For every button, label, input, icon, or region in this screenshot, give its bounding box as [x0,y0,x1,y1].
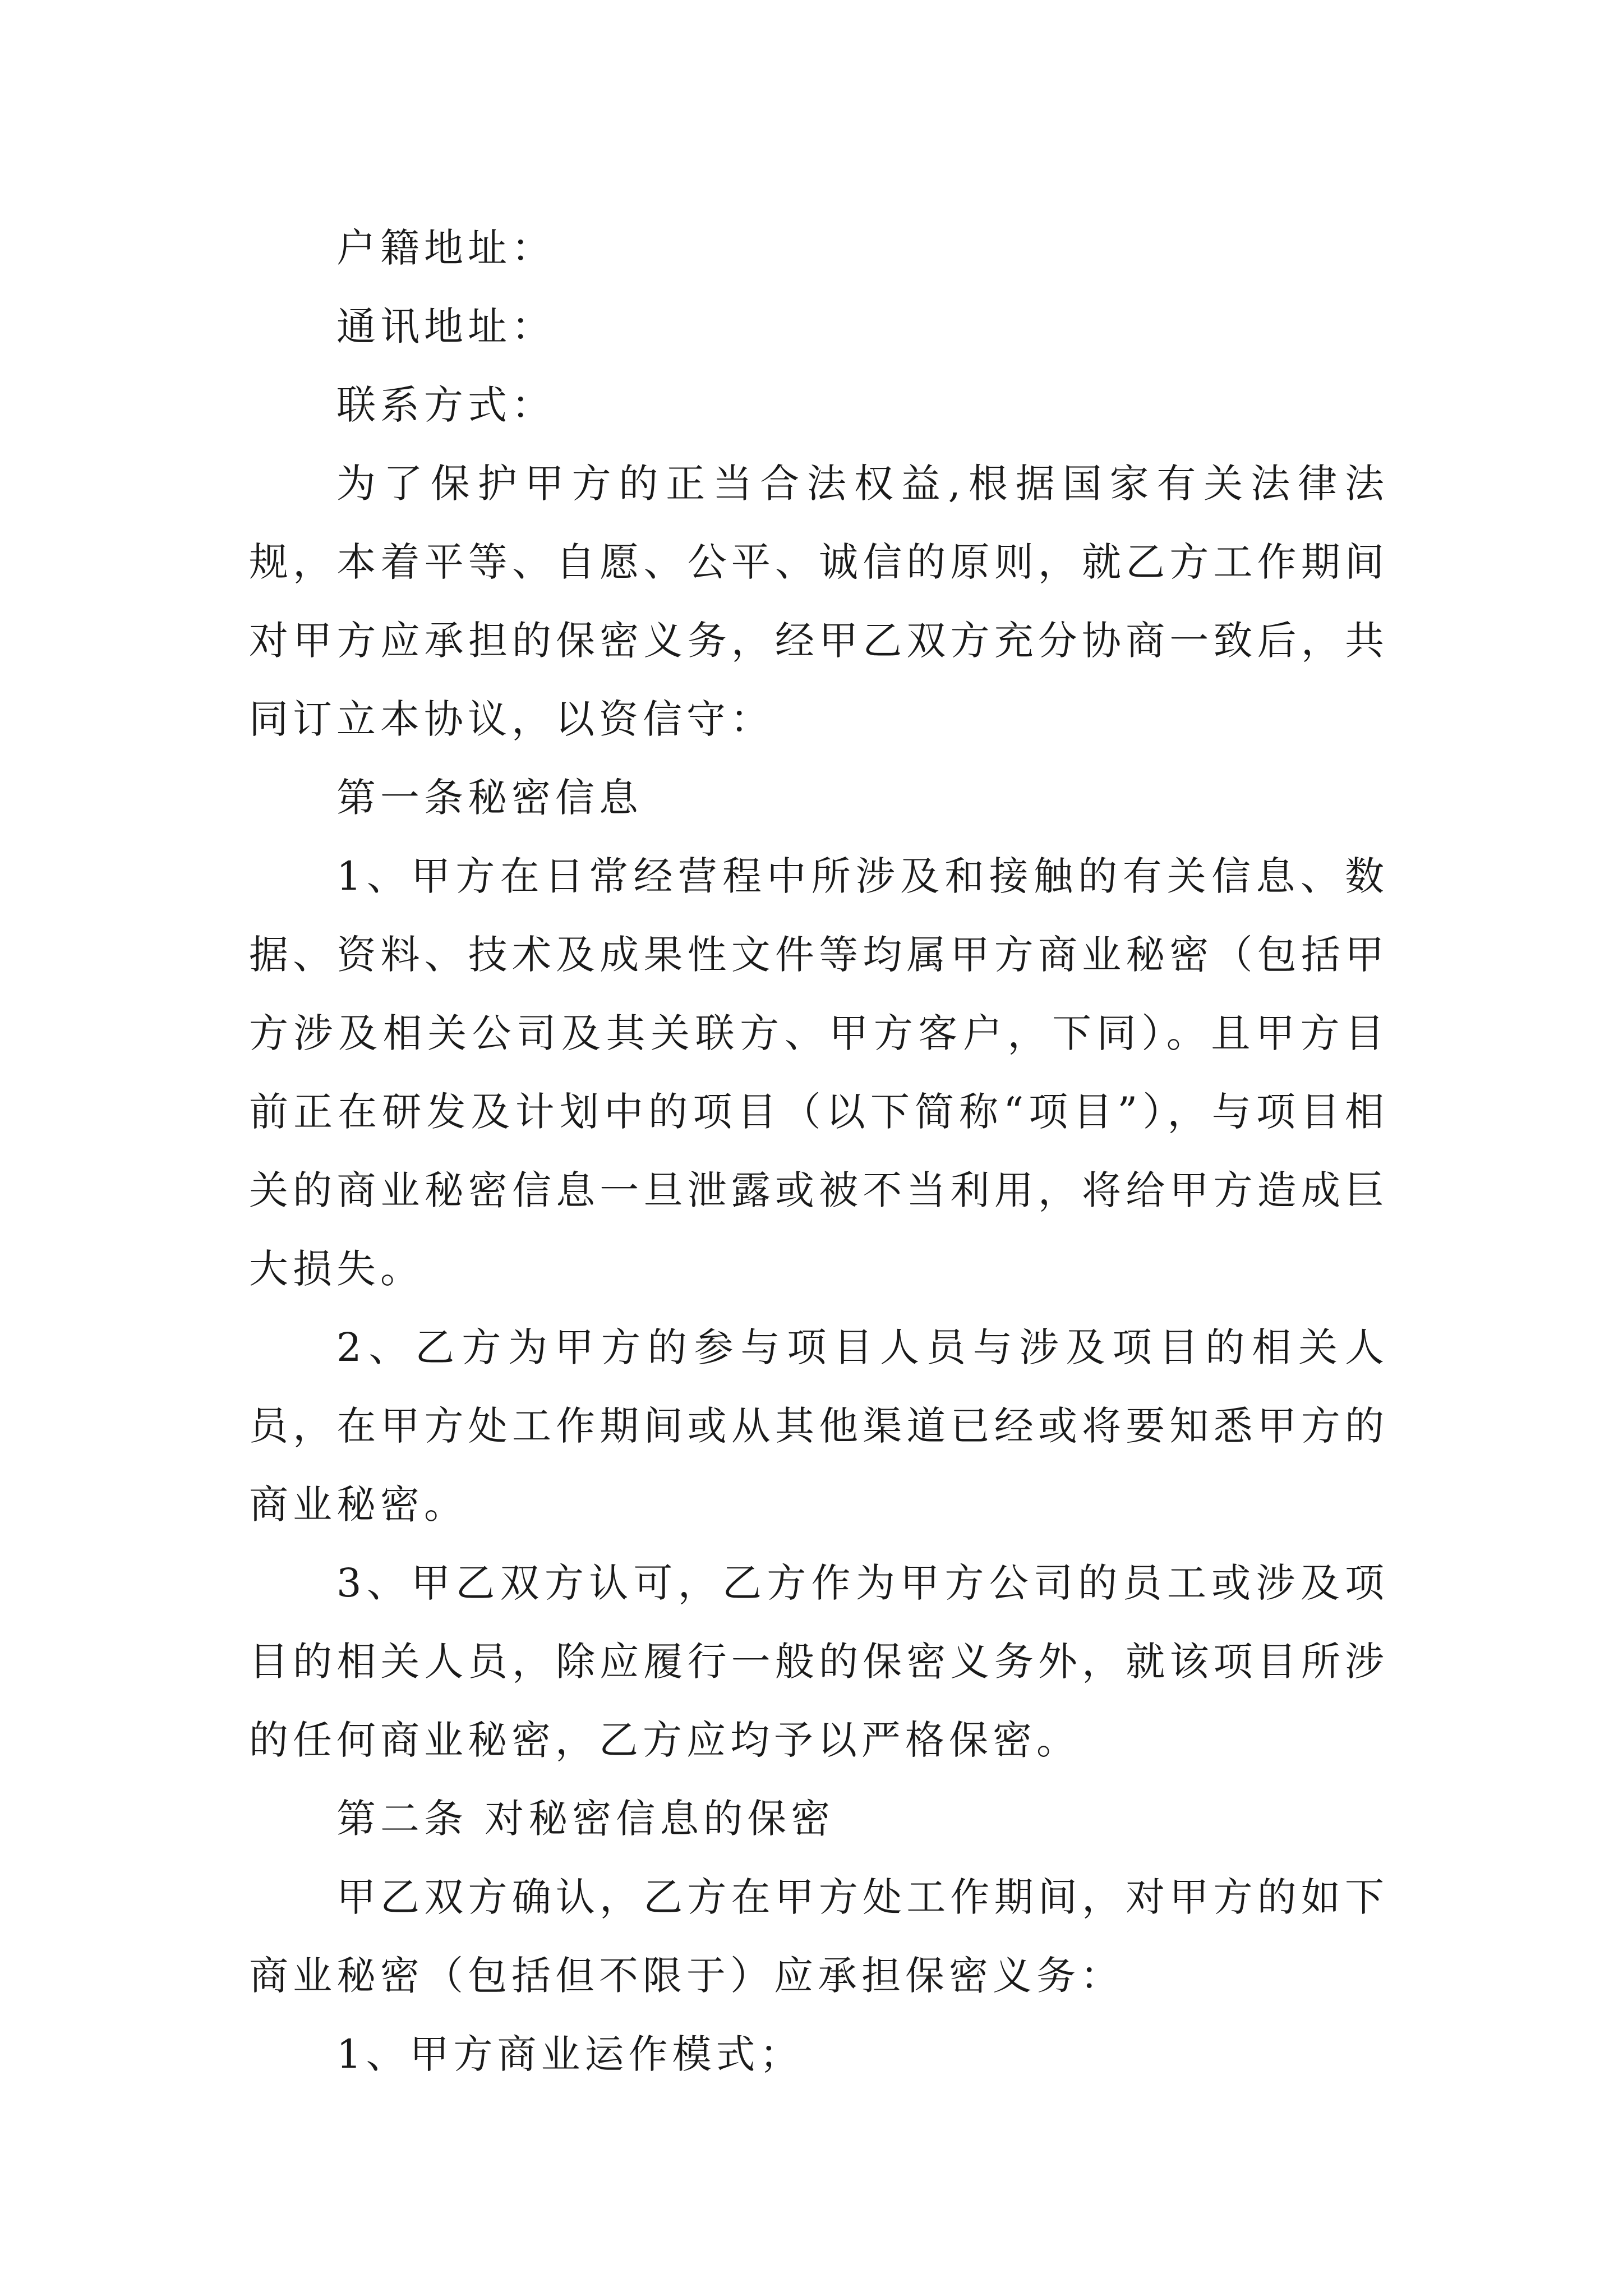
paragraph-article-1-item-2: 2、乙方为甲方的参与项目人员与涉及项目的相关人员，在甲方处工作期间或从其他渠道已经或将要知悉甲方的商业秘密。 [249,1324,1389,1527]
heading-article-1: 第一条秘密信息 [336,775,643,821]
document-body [249,209,1389,2093]
paragraph-article-2-intro: 甲乙双方确认，乙方在甲方处工作期间，对甲方的如下商业秘密（包括但不限于）应承担保密义务： [249,1874,1389,1999]
paragraph-article-1-item-3: 3、甲乙双方认可，乙方作为甲方公司的员工或涉及项目的相关人员，除应履行一般的保密义务外，就该项目所涉的任何商业秘密，乙方应均予以严格保密。 [249,1560,1389,1763]
paragraph-article-2-item-1: 1、甲方商业运作模式； [336,2031,804,2077]
paragraph-article-1-item-1: 1、甲方在日常经营程中所涉及和接触的有关信息、数据、资料、技术及成果性文件等均属甲方商业秘密（包括甲方涉及相关公司及其关联方、甲方客户，下同）。且甲方目前正在研发及计划中的项目（以下简称“项目”），与项目相关的商业秘密信息一旦泄露或被不当利用，将给甲方造成巨大损失。 [249,853,1389,1292]
paragraph-contact: 联系方式： [336,382,555,428]
paragraph-household-address: 户籍地址： [336,225,555,271]
paragraph-mailing-address: 通讯地址： [336,303,555,349]
heading-article-2: 第二条 对秘密信息的保密 [336,1796,835,1842]
paragraph-preamble: 为了保护甲方的正当合法权益,根据国家有关法律法规，本着平等、自愿、公平、诚信的原则，就乙方工作期间对甲方应承担的保密义务，经甲乙双方充分协商一致后，共同订立本协议，以资信守： [249,461,1389,742]
